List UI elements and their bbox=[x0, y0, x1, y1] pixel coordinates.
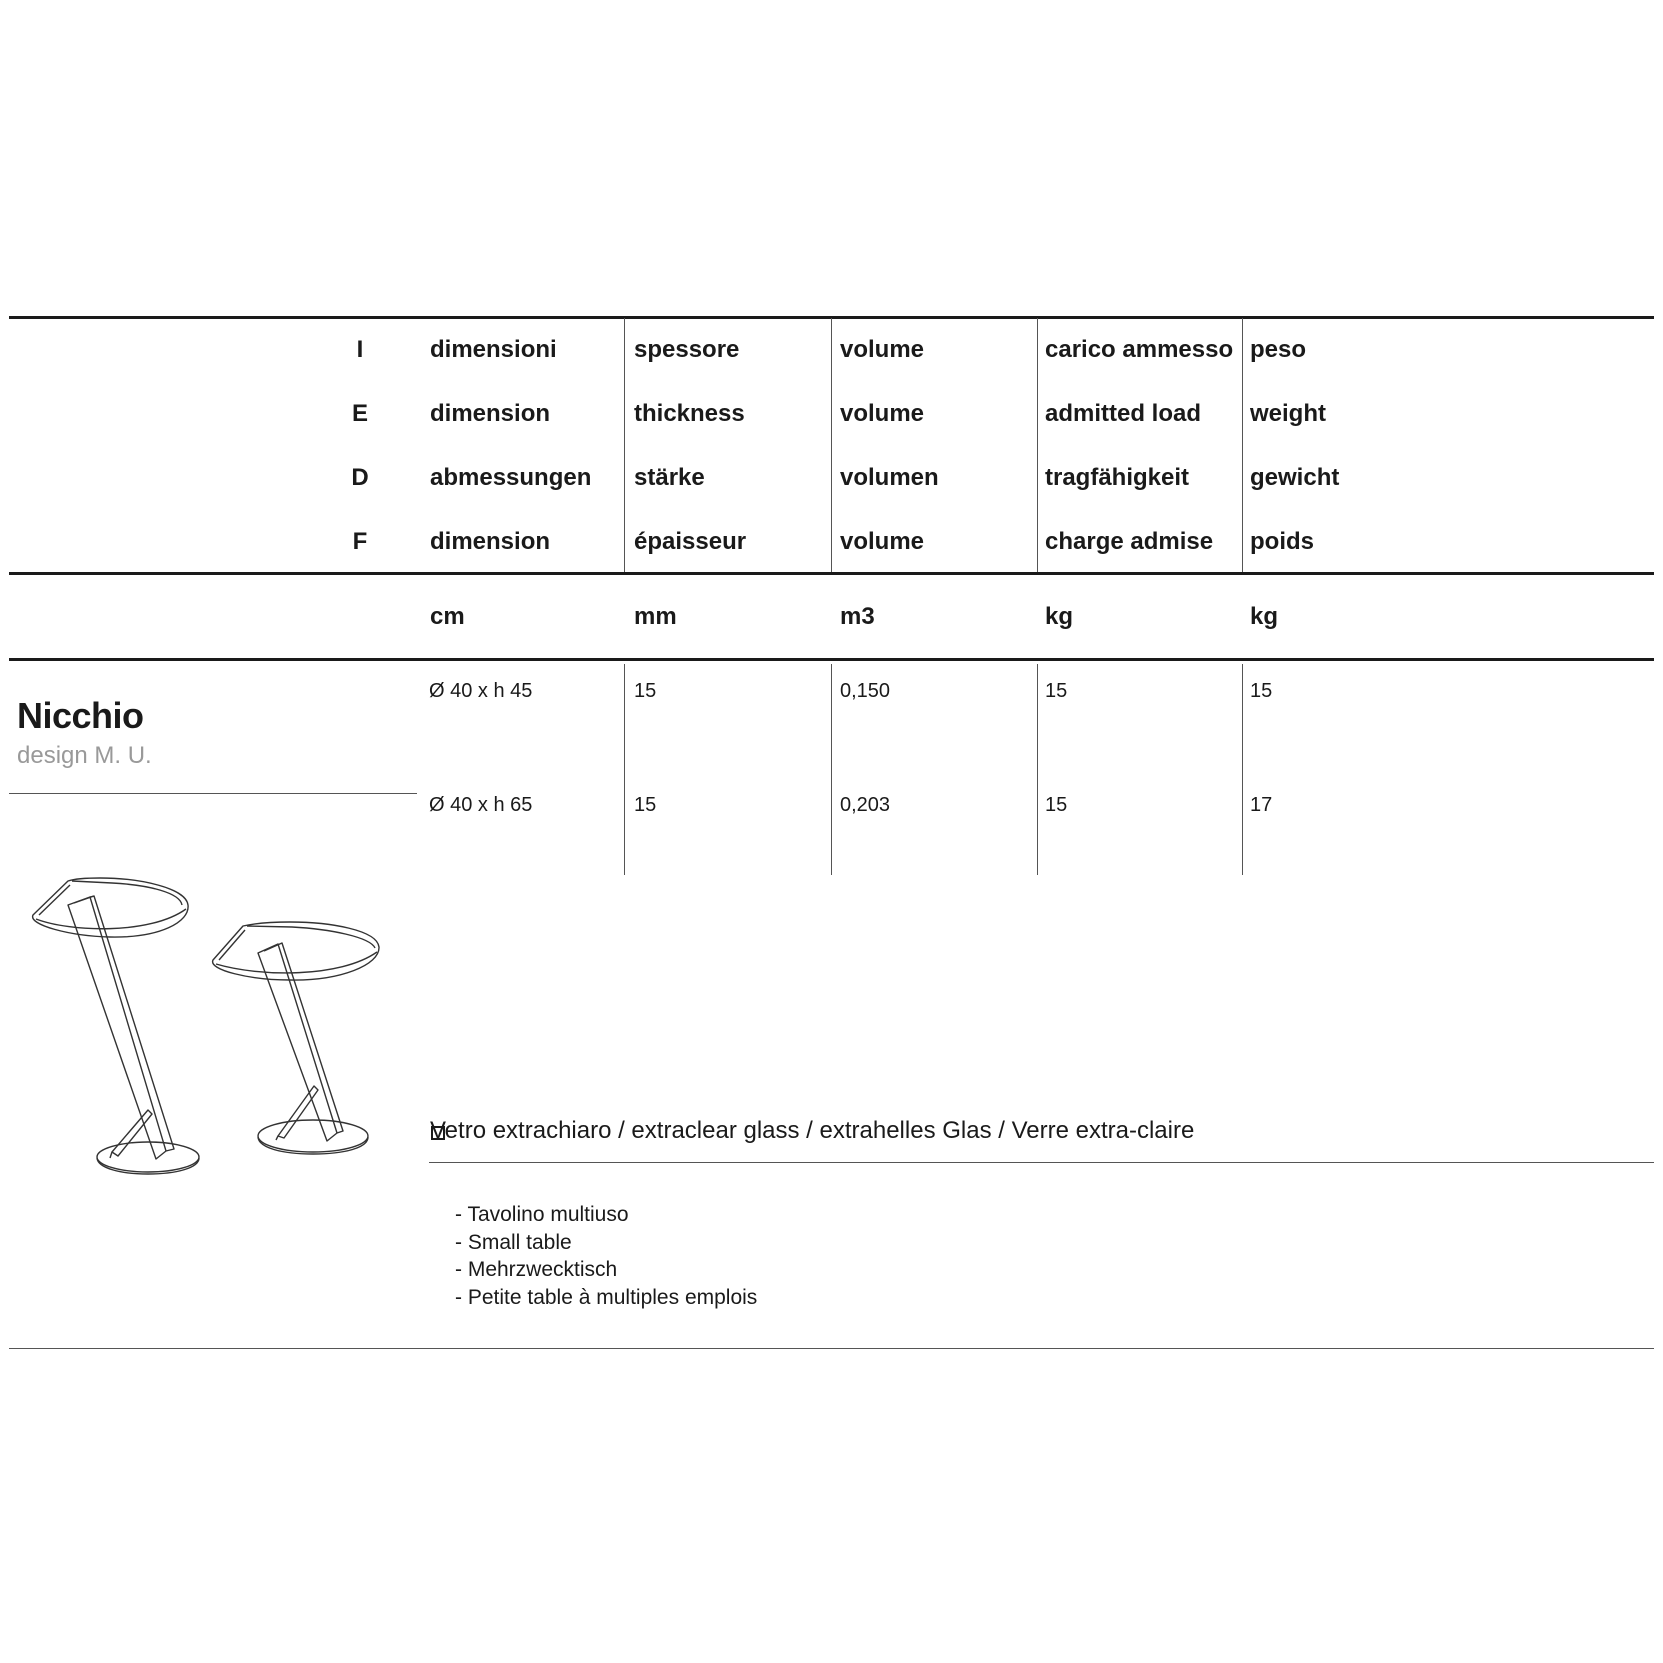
unit-cell: mm bbox=[634, 603, 677, 630]
header-cell: abmessungen bbox=[430, 464, 592, 491]
language-code-german: D bbox=[351, 464, 369, 491]
header-cell: dimension bbox=[430, 528, 551, 555]
header-cell: charge admise bbox=[1045, 528, 1214, 555]
unit-cell: kg bbox=[1045, 603, 1074, 630]
table-cell: Ø 40 x h 45 bbox=[429, 680, 533, 702]
product-designer: design M. U. bbox=[17, 742, 152, 769]
header-cell: volumen bbox=[840, 464, 939, 491]
short-table-drawing bbox=[213, 922, 379, 1154]
language-code-italian: I bbox=[356, 336, 364, 363]
header-cell: volume bbox=[840, 400, 925, 427]
header-cell: thickness bbox=[634, 400, 745, 427]
table-cell: 15 bbox=[1250, 680, 1273, 702]
table-cell: 15 bbox=[634, 794, 657, 816]
table-cell: 15 bbox=[634, 680, 657, 702]
unit-cell: cm bbox=[430, 603, 465, 630]
header-cell: volume bbox=[840, 528, 925, 555]
header-cell: épaisseur bbox=[634, 528, 747, 555]
header-cell: spessore bbox=[634, 336, 740, 363]
header-cell: gewicht bbox=[1250, 464, 1340, 491]
table-cell: 0,150 bbox=[840, 680, 891, 702]
header-cell: volume bbox=[840, 336, 925, 363]
header-cell: tragfähigkeit bbox=[1045, 464, 1190, 491]
header-cell: peso bbox=[1250, 336, 1307, 363]
list-item: - Mehrzwecktisch bbox=[455, 1258, 618, 1281]
header-cell: dimensioni bbox=[430, 336, 557, 363]
list-item: - Petite table à multiples emplois bbox=[455, 1285, 758, 1309]
table-cell: 0,203 bbox=[840, 794, 891, 816]
tall-table-drawing bbox=[33, 878, 199, 1174]
header-cell: weight bbox=[1250, 400, 1326, 427]
language-code-french: F bbox=[352, 528, 368, 555]
header-cell: stärke bbox=[634, 464, 705, 491]
table-cell: 15 bbox=[1045, 680, 1068, 702]
description-list bbox=[455, 1201, 757, 1311]
unit-cell: m3 bbox=[840, 603, 875, 630]
header-cell: carico ammesso bbox=[1045, 336, 1234, 363]
list-item: - Tavolino multiuso bbox=[455, 1203, 629, 1226]
product-name: Nicchio bbox=[17, 695, 144, 736]
language-code-english: E bbox=[351, 400, 368, 427]
header-cell: dimension bbox=[430, 400, 551, 427]
list-item: - Small table bbox=[455, 1230, 572, 1254]
header-cell: admitted load bbox=[1045, 400, 1202, 427]
unit-cell: kg bbox=[1250, 603, 1279, 630]
header-cell: poids bbox=[1250, 528, 1314, 555]
material-text: Vetro extrachiaro / extraclear glass / extrahelles Glas / Verre extra-claire bbox=[430, 1117, 1195, 1144]
table-cell: 15 bbox=[1045, 794, 1068, 816]
table-cell: 17 bbox=[1250, 794, 1273, 816]
table-cell: Ø 40 x h 65 bbox=[429, 794, 533, 816]
